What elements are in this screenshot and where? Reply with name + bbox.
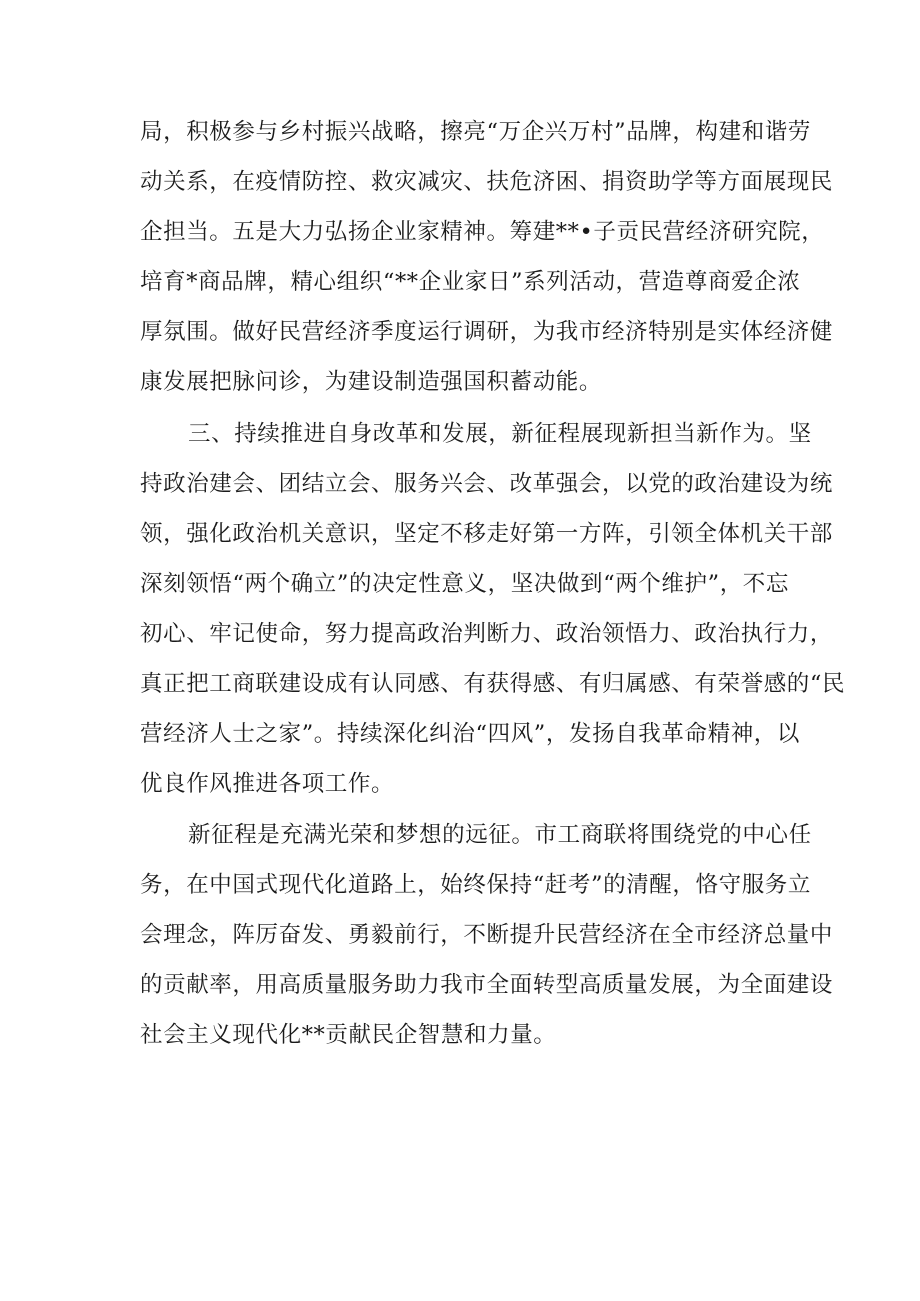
paragraph-line: 务，在中国式现代化道路上，始终保持“赶考”的清醒，恪守服务立 xyxy=(140,872,812,898)
paragraph-line: 优良作风推进各项工作。 xyxy=(140,771,395,797)
paragraph-line: 动关系，在疫情防控、救灾减灾、扶危济困、捐资助学等方面展现民 xyxy=(140,169,834,195)
paragraph-line: 营经济人士之家”。持续深化纠治“四风”，发扬自我革命精神，以 xyxy=(140,721,801,747)
paragraph-line: 局，积极参与乡村振兴战略，擦亮“万企兴万村”品牌，构建和谐劳 xyxy=(140,119,812,145)
paragraph-line: 康发展把脉问诊，为建设制造强国积蓄动能。 xyxy=(140,369,603,395)
paragraph-line: 深刻领悟“两个确立”的决定性意义，坚决做到“两个维护”，不忘 xyxy=(140,571,790,597)
paragraph-line: 厚氛围。做好民营经济季度运行调研，为我市经济特别是实体经济健 xyxy=(140,319,834,345)
paragraph-line: 社会主义现代化**贡献民企智慧和力量。 xyxy=(140,1022,557,1048)
paragraph-line: 真正把工商联建设成有认同感、有获得感、有归属感、有荣誉感的“民 xyxy=(140,671,846,697)
paragraph-line: 的贡献率，用高质量服务助力我市全面转型高质量发展，为全面建设 xyxy=(140,972,834,998)
paragraph-line: 领，强化政治机关意识，坚定不移走好第一方阵，引领全体机关干部 xyxy=(140,521,834,547)
paragraph-line: 初心、牢记使命，努力提高政治判断力、政治领悟力、政治执行力， xyxy=(140,621,834,647)
paragraph-line: 培育*商品牌，精心组织“**企业家日”系列活动，营造尊商爱企浓 xyxy=(140,269,801,295)
paragraph-line: 会理念，阵厉奋发、勇毅前行，不断提升民营经济在全市经济总量中 xyxy=(140,922,834,948)
paragraph-line: 持政治建会、团结立会、服务兴会、改革强会，以党的政治建设为统 xyxy=(140,471,834,497)
paragraph-line: 企担当。五是大力弘扬企业家精神。筹建**•子贡民营经济研究院， xyxy=(140,219,825,245)
paragraph-line: 三、持续推进自身改革和发展，新征程展现新担当新作为。坚 xyxy=(188,421,812,447)
paragraph-line: 新征程是充满光荣和梦想的远征。市工商联将围绕党的中心任 xyxy=(188,822,812,848)
